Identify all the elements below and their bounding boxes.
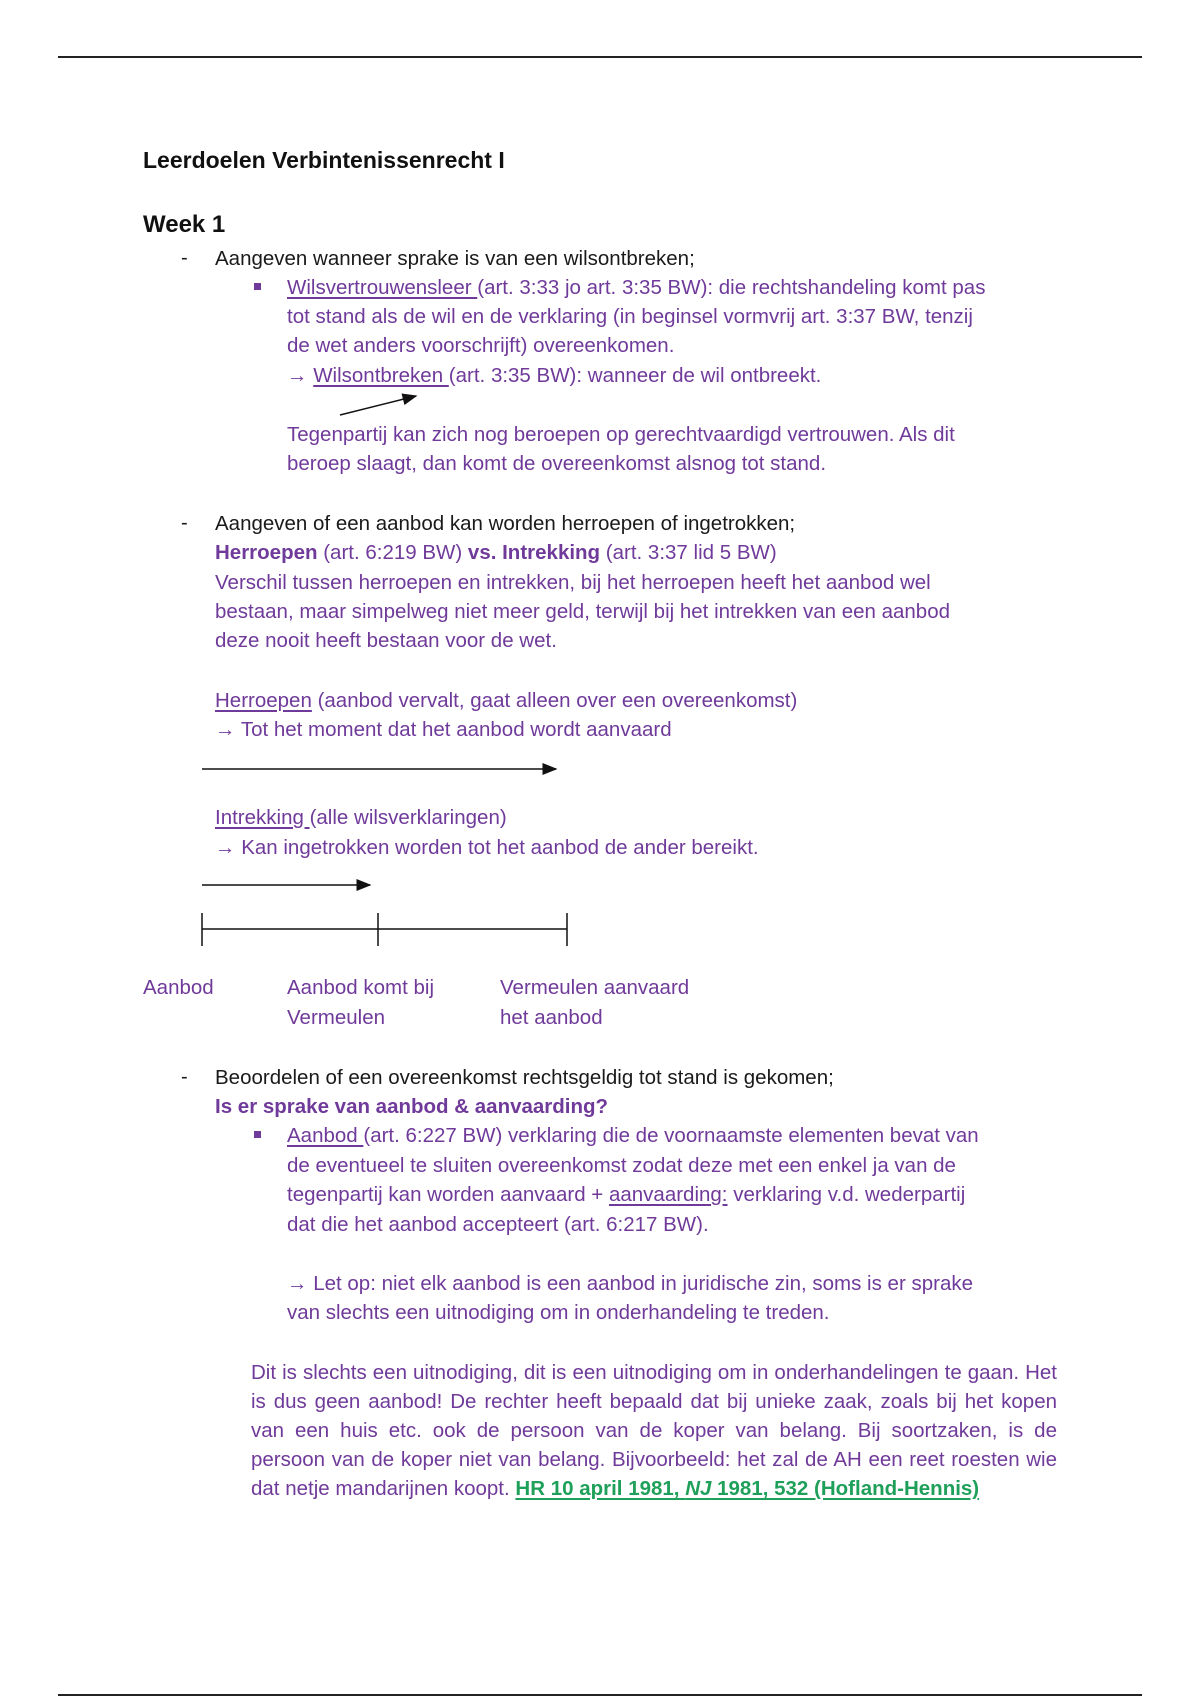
herroepen-line: Herroepen (aanbod vervalt, gaat alleen over een overeenkomst) [215,689,798,712]
s2-p1: Verschil tussen herroepen en intrekken, bij het herroepen heeft het aanbod wel [215,571,931,594]
term-wilsontbreken: Wilsontbreken [313,364,449,387]
bullet-dash: - [181,512,188,534]
arrow-right-icon: → [287,364,314,387]
term-aanvaarding: aanvaarding: [608,1183,728,1206]
s2-heading: Herroepen (art. 6:219 BW) vs. Intrekking (art. 3:37 lid 5 BW) [215,541,777,564]
s2-p3: deze nooit heeft bestaan voor de wet. [215,629,557,652]
bullet-dash: - [181,247,188,269]
bullet-dash: - [181,1066,188,1088]
intrekking-arrow-line: → Kan ingetrokken worden tot het aanbod de ander bereikt. [215,836,759,859]
timeline-label-komt-bij-2: Vermeulen [287,1006,386,1029]
timeline-label-komt-bij-1: Aanbod komt bij [287,976,435,999]
section3-intro: Beoordelen of een overeenkomst rechtsgeldig tot stand is gekomen; [215,1066,834,1089]
s1-line1: Wilsvertrouwensleer (art. 3:33 jo art. 3:35 BW): die rechtshandeling komt pas [287,276,986,299]
term-aanbod: Aanbod [287,1124,364,1147]
s1-line4: → Wilsontbreken (art. 3:35 BW): wanneer de wil ontbreekt. [287,364,822,387]
term-wilsvertrouwensleer: Wilsvertrouwensleer [287,276,478,299]
timeline-label-aanbod: Aanbod [143,976,214,999]
case-reference-link[interactable]: HR 10 april 1981, NJ 1981, 532 (Hofland-Hennis) [515,1477,980,1500]
week-heading: Week 1 [143,211,226,238]
s3-question: Is er sprake van aanbod & aanvaarding? [215,1095,609,1118]
s3-paragraph: Dit is slechts een uitnodiging, dit is een uitnodiging om in onderhandelingen te gaan. Het is dus geen aanbod! De rechter heeft bepaald dat bij unieke zaak, zoals bij het kopen van een huis etc. ook de persoon van de koper van belang. Bij soortzaken, is de persoon van de koper niet van belang. Bijvoorbeeld: het zal de AH een reet roesten wie dat netje mandarijnen koopt. HR 10 april 1981, NJ 1981, 532 (Hofland-Hennis) [251,1361,1057,1500]
s1-line6: beroep slaagt, dan komt de overeenkomst alsnog tot stand. [287,452,827,475]
diagonal-arrow [340,396,416,415]
document-title: Leerdoelen Verbintenissenrecht I [143,147,505,173]
s1-line3: de wet anders voorschrijft) overeenkomen. [287,334,675,357]
timeline-label-aanvaard-2: het aanbod [500,1006,603,1029]
s3-a2: de eventueel te sluiten overeenkomst zodat deze met een enkel ja van de [287,1154,956,1177]
timeline-label-aanvaard-1: Vermeulen aanvaard [500,976,690,999]
s3-a1: Aanbod (art. 6:227 BW) verklaring die de voornaamste elementen bevat van [287,1124,979,1147]
herroepen-arrow-line: → Tot het moment dat het aanbod wordt aanvaard [215,718,672,741]
s3-note1: → Let op: niet elk aanbod is een aanbod in juridische zin, soms is er sprake [287,1272,973,1295]
s1-line2: tot stand als de wil en de verklaring (in beginsel vormvrij art. 3:37 BW, tenzij [287,305,973,328]
s3-note2: van slechts een uitnodiging om in onderhandeling te treden. [287,1301,830,1324]
section1-intro: Aangeven wanneer sprake is van een wilsontbreken; [215,247,695,270]
s3-a4: dat die het aanbod accepteert (art. 6:217 BW). [287,1213,709,1236]
s1-line5: Tegenpartij kan zich nog beroepen op gerechtvaardigd vertrouwen. Als dit [287,423,955,446]
intrekking-line: Intrekking (alle wilsverklaringen) [215,806,507,829]
s2-p2: bestaan, maar simpelweg niet meer geld, terwijl bij het intrekken van een aanbod [215,600,950,623]
section2-intro: Aangeven of een aanbod kan worden herroepen of ingetrokken; [215,512,796,535]
s3-a3: tegenpartij kan worden aanvaard + aanvaarding: verklaring v.d. wederpartij [287,1183,966,1206]
